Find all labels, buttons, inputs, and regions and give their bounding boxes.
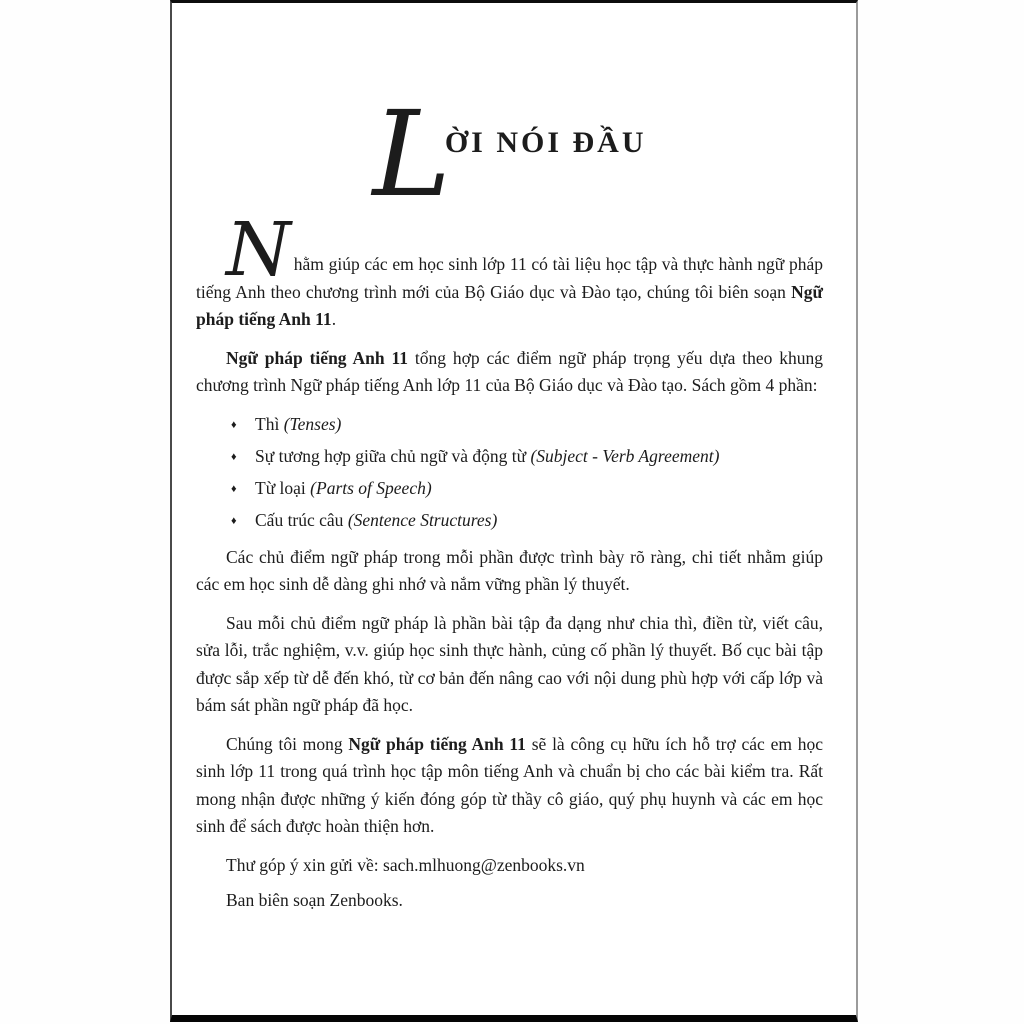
bullet-label-vi: Sự tương hợp giữa chủ ngữ và động từ	[255, 445, 531, 466]
preface-paragraph-4: Sau mỗi chủ điểm ngữ pháp là phần bài tập đa dạng như chia thì, điền từ, viết câu, sửa lỗi, trắc nghiệm, v.v. giúp học sinh thực hành, củng cố phần lý thuyết. Bố cục bài tập được sắp xếp từ dễ đến khó, từ cơ bản đến nâng cao với nội dung phù hợp với cấp lớp và bám sát phần ngữ pháp đã học.	[196, 612, 823, 715]
preface-paragraph-3: Các chủ điểm ngữ pháp trong mỗi phần được trình bày rõ ràng, chi tiết nhằm giúp các em học sinh dễ dàng ghi nhớ và nắm vững phần lý thuyết.	[196, 546, 823, 594]
book-parts-list	[196, 411, 823, 537]
feedback-contact-line: Thư góp ý xin gửi về: sach.mlhuong@zenbooks.vn	[226, 854, 585, 875]
diamond-bullet-icon: ♦	[231, 514, 237, 527]
list-item	[231, 411, 823, 441]
list-item	[231, 443, 823, 473]
paragraph-text: sẽ là công cụ hữu ích hỗ trợ các em học sinh lớp 11 trong quá trình học tập môn tiếng Anh và chuẩn bị cho các bài kiểm tra. Rất mong nhận được những ý kiến đóng góp từ thầy cô giáo, quý phụ huynh và các em học sinh để sách được hoàn thiện hơn.	[196, 733, 824, 836]
bullet-label-en: (Sentence Structures)	[347, 509, 498, 530]
page-title-text: ỜI NÓI ĐẦU	[444, 126, 647, 159]
book-title-bold: Ngữ pháp tiếng Anh 11	[196, 281, 823, 329]
book-title-bold: Ngữ pháp tiếng Anh 11	[226, 347, 408, 368]
diamond-bullet-icon: ♦	[231, 418, 237, 431]
paragraph-text: hằm giúp các em học sinh lớp 11 có tài liệu học tập và thực hành ngữ pháp tiếng Anh theo chương trình mới của Bộ Giáo dục và Đào tạo, chúng tôi biên soạn	[196, 254, 823, 302]
paragraph-text: Chúng tôi mong	[226, 733, 349, 754]
preface-paragraph-1	[196, 207, 823, 334]
preface-paragraph-5	[196, 731, 823, 841]
bullet-label-vi: Thì	[255, 413, 284, 434]
bullet-label-en: (Parts of Speech)	[310, 477, 432, 498]
bullet-label-vi: Từ loại	[255, 477, 311, 498]
bullet-label-en: (Tenses)	[283, 413, 342, 434]
preface-paragraph-2	[196, 345, 823, 400]
bullet-label-vi: Cấu trúc câu	[255, 509, 348, 530]
calligraphic-dropcap-n: N	[226, 207, 291, 293]
page-content	[172, 85, 856, 914]
list-item	[231, 507, 823, 537]
bullet-label-en: (Subject - Verb Agreement)	[530, 445, 720, 466]
book-page	[170, 0, 858, 1022]
diamond-bullet-icon: ♦	[231, 450, 237, 463]
signoff-line: Ban biên soạn Zenbooks.	[226, 889, 403, 910]
diamond-bullet-icon: ♦	[231, 482, 237, 495]
book-title-bold: Ngữ pháp tiếng Anh 11	[348, 733, 526, 754]
paragraph-text: tổng hợp các điểm ngữ pháp trọng yếu dựa theo khung chương trình Ngữ pháp tiếng Anh lớp 11 của Bộ Giáo dục và Đào tạo. Sách gồm 4 phần:	[196, 347, 823, 395]
list-item	[231, 475, 823, 505]
paragraph-text: .	[331, 309, 337, 329]
page-title: L ỜI NÓI ĐẦU	[372, 85, 647, 223]
